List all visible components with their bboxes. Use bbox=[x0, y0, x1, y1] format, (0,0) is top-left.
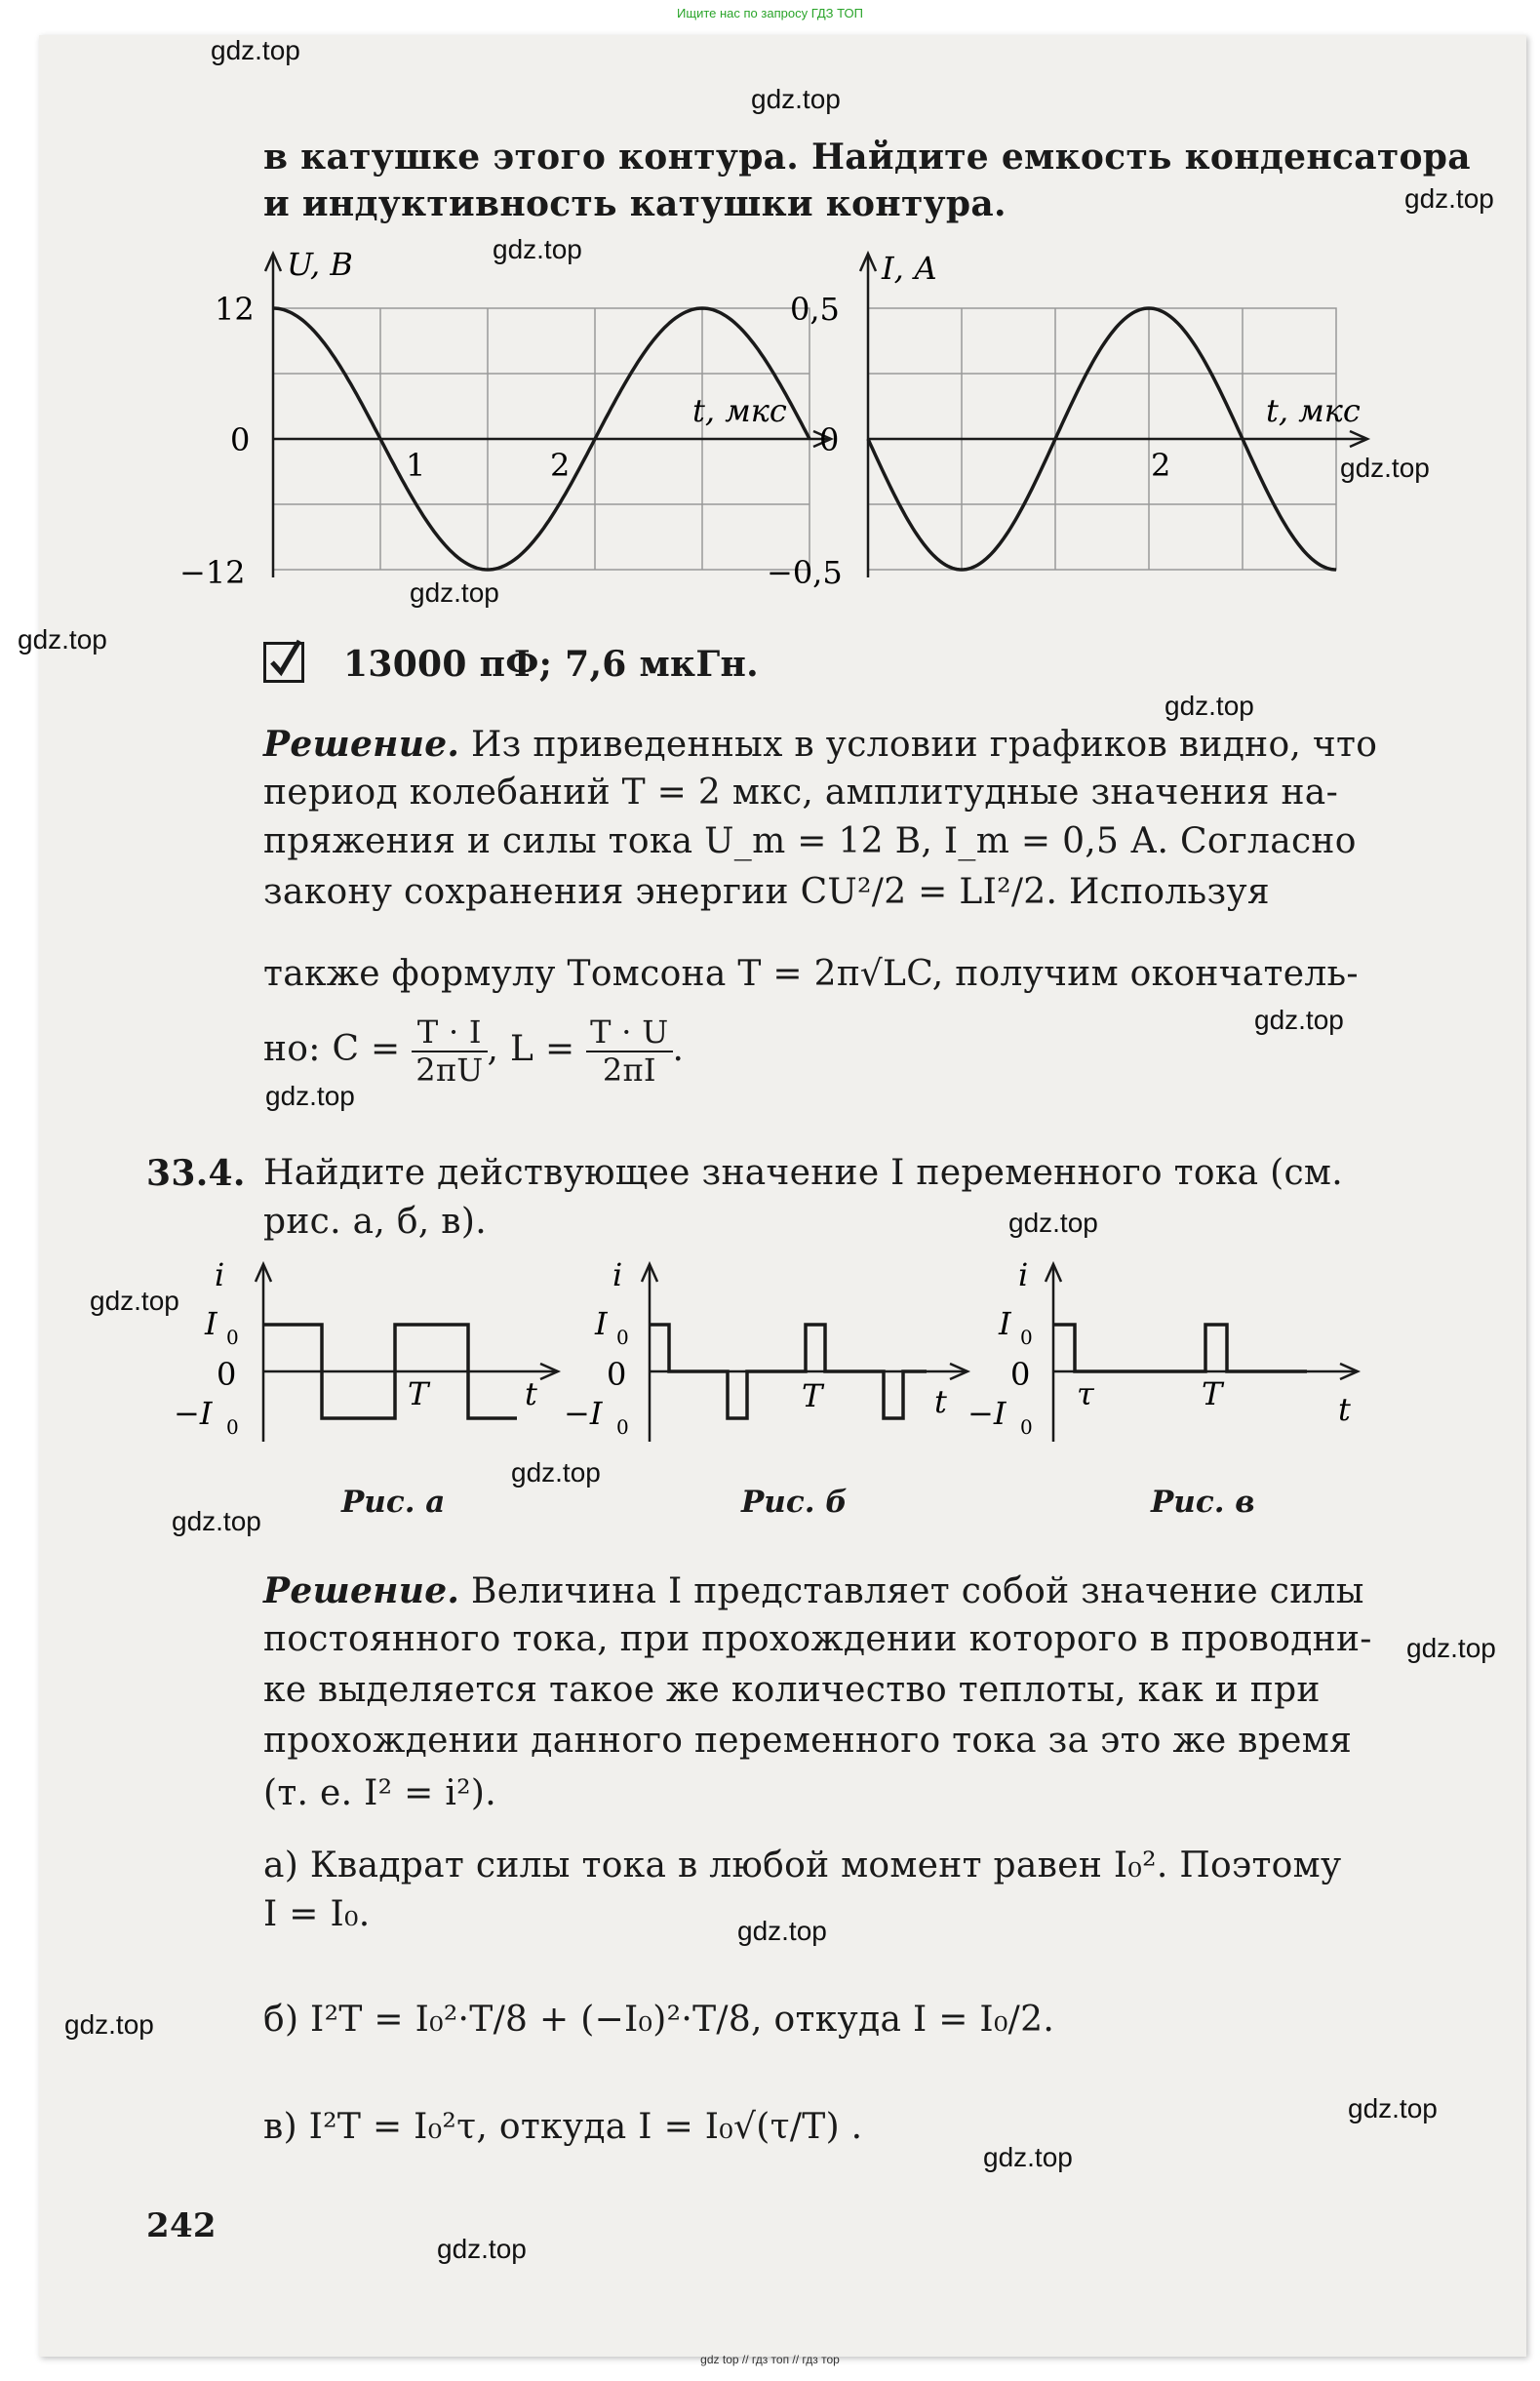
fig-b-axis-i: i bbox=[612, 1256, 623, 1293]
watermark: gdz.top bbox=[265, 1081, 355, 1111]
current-time-axis-label: t, мкс bbox=[1266, 392, 1361, 429]
caption-b: Рис. б bbox=[741, 1485, 848, 1520]
current-tick-zero: 0 bbox=[819, 421, 840, 458]
answer-1: 13000 пФ; 7,6 мкГн. bbox=[343, 644, 759, 685]
caption-a: Рис. а bbox=[341, 1485, 446, 1520]
fig-b-label-zero: 0 bbox=[607, 1356, 627, 1393]
pulse-wave bbox=[650, 1325, 927, 1418]
voltage-tick-zero: 0 bbox=[230, 421, 251, 458]
current-tick-max: 0,5 bbox=[790, 291, 840, 328]
solution1-line-4: закону сохранения энергии CU²/2 = LI²/2. Используя bbox=[263, 872, 1270, 912]
fig-a-axis-i: i bbox=[215, 1256, 225, 1293]
svg-text:0: 0 bbox=[616, 1326, 629, 1349]
watermark: gdz.top bbox=[211, 35, 300, 65]
fig-c-label-i0: I bbox=[999, 1305, 1011, 1342]
solution1-line-2: период колебаний T = 2 мкс, амплитудные значения на- bbox=[263, 773, 1339, 813]
solution2-line-1: Решение. Величина I представляет собой значение силы bbox=[263, 1570, 1364, 1611]
watermark: gdz.top bbox=[1165, 691, 1254, 721]
solution2-line-3: ке выделяется такое же количество теплоты, как и при bbox=[263, 1670, 1321, 1710]
voltage-tick-min: −12 bbox=[179, 554, 246, 591]
svg-text:0: 0 bbox=[1020, 1326, 1033, 1349]
fig-c-label-tau: τ bbox=[1077, 1375, 1094, 1412]
watermark: gdz.top bbox=[410, 577, 499, 608]
fig-b-label-minus-i0: −I bbox=[564, 1395, 603, 1432]
figure-a bbox=[174, 1256, 566, 1451]
fig-a-label-t-period: T bbox=[408, 1375, 429, 1412]
voltage-axis-label: U, В bbox=[287, 246, 353, 283]
svg-text:0: 0 bbox=[1020, 1415, 1033, 1439]
fig-b-label-i0: I bbox=[595, 1305, 608, 1342]
watermark: gdz.top bbox=[493, 234, 582, 264]
fig-a-label-minus-i0: −I bbox=[174, 1395, 213, 1432]
solution2-line-5: (т. е. I² = i²). bbox=[263, 1773, 496, 1813]
bottom-banner: gdz top // гдз топ // гдз тор bbox=[700, 2353, 840, 2366]
fig-b-label-t-period: T bbox=[802, 1377, 823, 1414]
problem-line-1: Найдите действующее значение I переменного тока (см. bbox=[263, 1153, 1343, 1193]
solution1-line-1: Решение. Из приведенных в условии графиков видно, что bbox=[263, 724, 1378, 765]
svg-text:0: 0 bbox=[226, 1415, 239, 1439]
watermark: gdz.top bbox=[1406, 1633, 1496, 1663]
watermark: gdz.top bbox=[751, 84, 841, 114]
solution1-line-5: также формулу Томсона T = 2π√LC, получим окончатель- bbox=[263, 954, 1359, 994]
intro-line-2: и индуктивность катушки контура. bbox=[263, 183, 1007, 224]
watermark: gdz.top bbox=[90, 1286, 179, 1316]
fig-c-label-minus-i0: −I bbox=[967, 1395, 1007, 1432]
watermark: gdz.top bbox=[18, 624, 107, 655]
fig-a-label-i0: I bbox=[205, 1305, 217, 1342]
fig-b-label-t-axis: t bbox=[934, 1383, 947, 1420]
figure-b bbox=[564, 1256, 975, 1451]
problem-line-2: рис. а, б, в). bbox=[263, 1202, 487, 1242]
problem-number: 33.4. bbox=[146, 1153, 246, 1194]
solution1-line-3: пряжения и силы тока U_m = 12 В, I_m = 0,5 А. Согласно bbox=[263, 821, 1357, 861]
current-graph bbox=[767, 246, 1385, 616]
current-axis-label: I, А bbox=[882, 250, 938, 287]
fig-c-label-t-axis: t bbox=[1338, 1391, 1351, 1428]
solution2-a-line-1: а) Квадрат силы тока в любой момент равен I₀². Поэтому bbox=[263, 1845, 1342, 1885]
fig-c-label-zero: 0 bbox=[1010, 1356, 1031, 1393]
watermark: gdz.top bbox=[172, 1506, 261, 1536]
fraction-l: $\frac{T \cdot U}{2\pi I}$ bbox=[586, 1014, 672, 1089]
current-tick-min: −0,5 bbox=[767, 554, 843, 591]
solution1-line-6: но: C = $\frac{T \cdot I}{2\pi U}$ , L = $\frac{T \cdot U}{2\pi I}$ . bbox=[263, 1013, 685, 1089]
solution2-line-4: прохождении данного переменного тока за это же время bbox=[263, 1721, 1353, 1761]
fig-a-label-zero: 0 bbox=[217, 1356, 237, 1393]
voltage-time-axis-label: t, мкс bbox=[692, 392, 787, 429]
figure-c bbox=[967, 1256, 1385, 1451]
watermark: gdz.top bbox=[1340, 453, 1430, 483]
fig-a-label-t-axis: t bbox=[525, 1375, 537, 1412]
top-banner: Ищите нас по запросу ГДЗ ТОП bbox=[677, 6, 863, 20]
time-tick-1: 1 bbox=[406, 447, 426, 484]
watermark: gdz.top bbox=[1008, 1208, 1098, 1238]
svg-text:0: 0 bbox=[616, 1415, 629, 1439]
watermark: gdz.top bbox=[1254, 1005, 1344, 1035]
watermark: gdz.top bbox=[437, 2234, 527, 2264]
watermark: gdz.top bbox=[511, 1457, 601, 1488]
time-tick-2: 2 bbox=[550, 447, 571, 484]
solution2-b: б) I²T = I₀²·T/8 + (−I₀)²·T/8, откуда I = I₀/2. bbox=[263, 2000, 1055, 2040]
current-time-tick-2: 2 bbox=[1151, 447, 1171, 484]
fig-c-axis-i: i bbox=[1018, 1256, 1029, 1293]
intro-line-1: в катушке этого контура. Найдите емкость конденсатора bbox=[263, 137, 1471, 178]
watermark: gdz.top bbox=[1404, 183, 1494, 214]
watermark: gdz.top bbox=[737, 1916, 827, 1946]
solution2-c: в) I²T = I₀²τ, откуда I = I₀√(τ/T) . bbox=[263, 2107, 863, 2147]
solution2-line-2: постоянного тока, при прохождении которого в проводни- bbox=[263, 1619, 1372, 1659]
single-pulse-wave bbox=[1053, 1325, 1307, 1371]
solution2-a-line-2: I = I₀. bbox=[263, 1894, 371, 1934]
checkbox-icon bbox=[263, 642, 304, 683]
page-number: 242 bbox=[146, 2206, 217, 2245]
voltage-graph bbox=[166, 246, 868, 616]
watermark: gdz.top bbox=[983, 2142, 1073, 2172]
watermark: gdz.top bbox=[1348, 2093, 1438, 2123]
watermark: gdz.top bbox=[64, 2009, 154, 2040]
svg-text:0: 0 bbox=[226, 1326, 239, 1349]
voltage-tick-max: 12 bbox=[215, 291, 255, 328]
caption-c: Рис. в bbox=[1151, 1485, 1255, 1520]
fig-c-label-t-period: T bbox=[1202, 1375, 1223, 1412]
fraction-c: $\frac{T \cdot I}{2\pi U}$ bbox=[412, 1014, 487, 1089]
